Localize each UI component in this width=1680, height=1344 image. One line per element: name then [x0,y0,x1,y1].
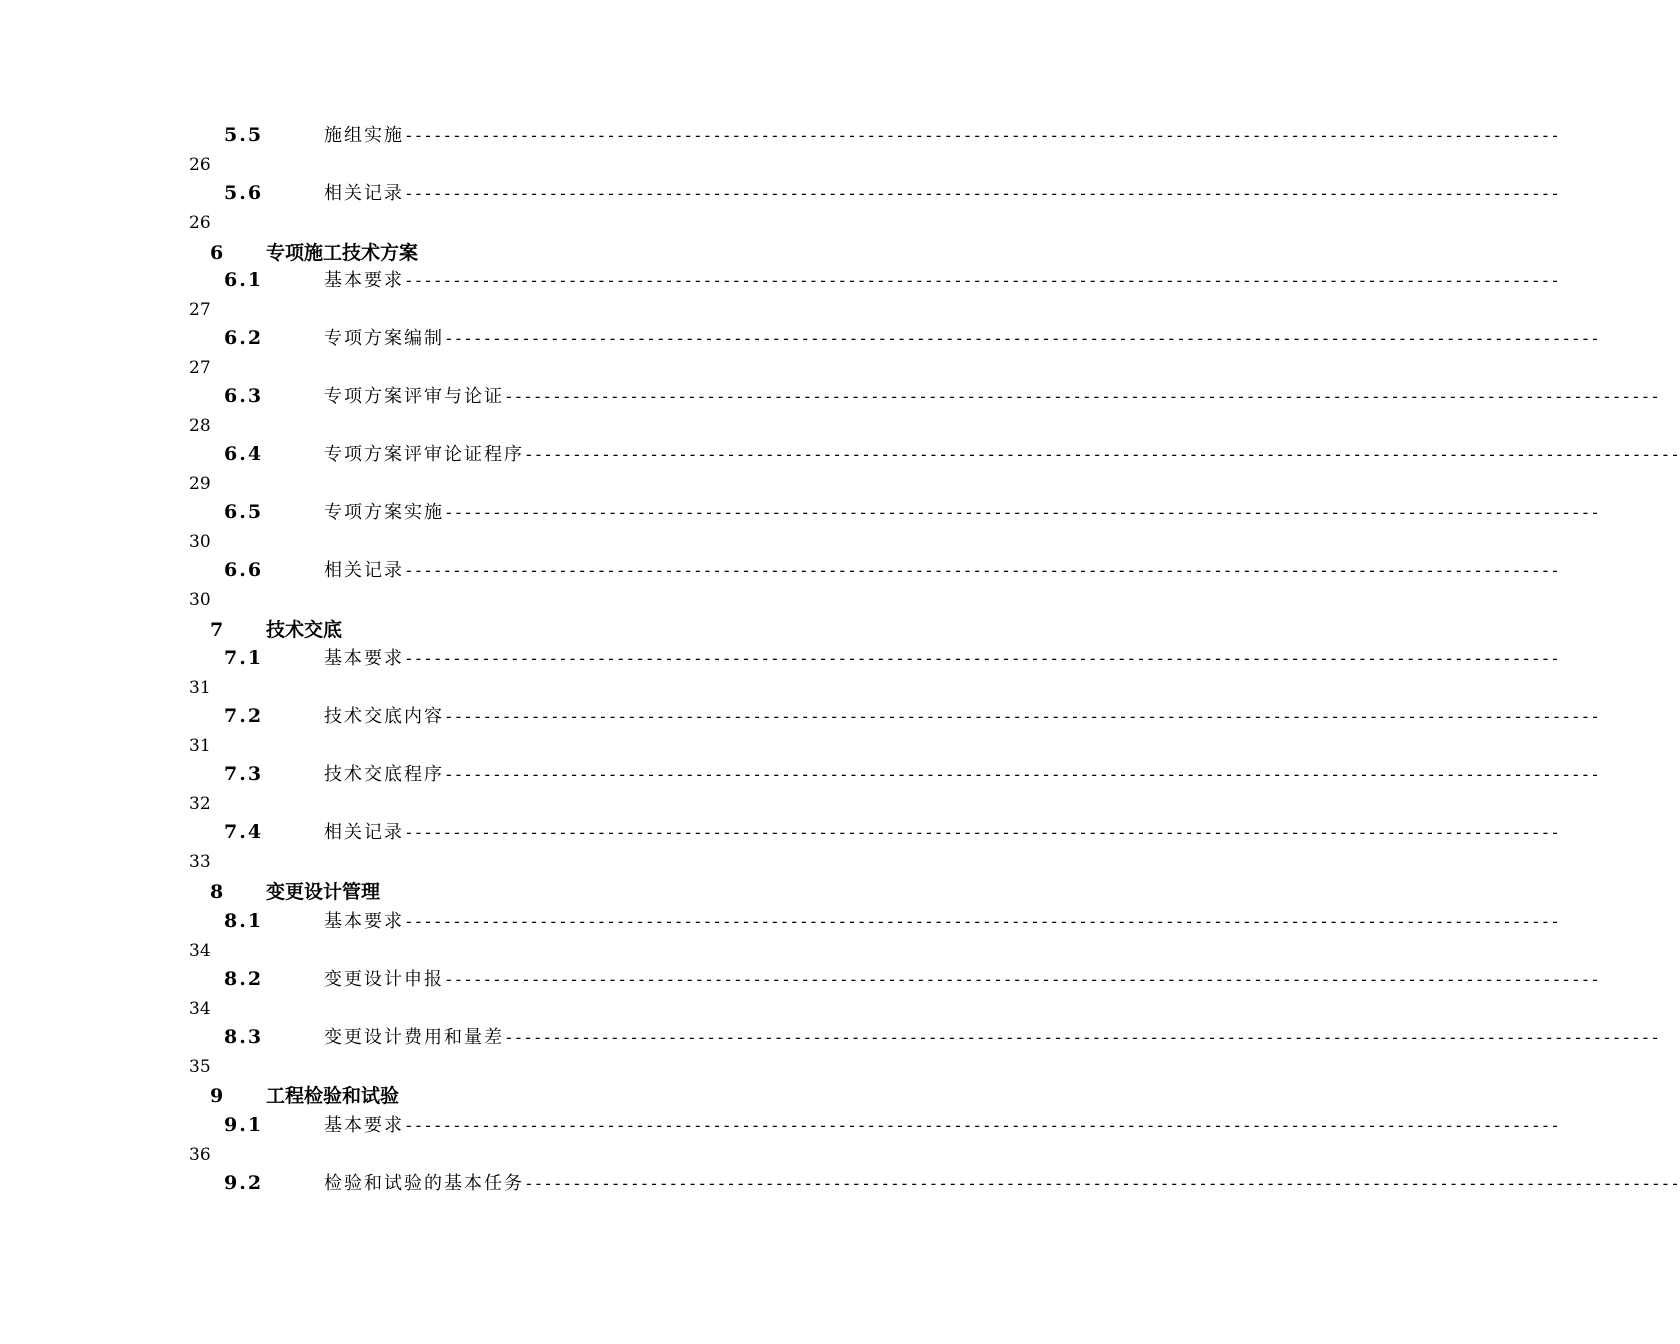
toc-page-number: 27 [189,358,211,378]
toc-entry[interactable] [224,121,1560,149]
toc-entry[interactable] [224,818,1560,846]
toc-entry[interactable] [224,644,1560,672]
toc-page-number: 28 [189,416,211,436]
toc-leader: ------------------------------------------------------------------------------------------------------------------------ [524,1174,1680,1193]
toc-entry-number: 6.3 [224,385,264,407]
toc-leader: ------------------------------------------------------------------------------------------------------------------------ [504,1028,1660,1047]
toc-entry-number: 6.5 [224,501,264,523]
toc-page-number: 26 [189,213,211,233]
toc-leader: ------------------------------------------------------------------------------------------------------------------------ [404,561,1560,580]
toc-entry-number: 7.2 [224,705,264,727]
toc-entry-number: 6.2 [224,327,264,349]
toc-entry[interactable] [224,907,1560,935]
toc-page-number: 30 [189,532,211,552]
toc-entry[interactable] [224,382,1660,410]
toc-entry-title: 施组实施 [324,125,404,146]
toc-entry-number: 5.6 [224,182,264,204]
toc-entry[interactable] [224,266,1560,294]
toc-entry-number: 7.4 [224,821,264,843]
toc-entry-number: 6.1 [224,269,264,291]
toc-page-number: 34 [189,999,211,1019]
toc-chapter-number: 6 [210,242,224,264]
toc-entry-number: 8.3 [224,1026,264,1048]
toc-entry[interactable] [224,324,1600,352]
toc-leader: ------------------------------------------------------------------------------------------------------------------------ [404,912,1560,931]
toc-entry[interactable] [224,440,1680,468]
toc-entry[interactable] [224,702,1600,730]
toc-chapter-number: 7 [210,619,224,641]
toc-entry[interactable] [224,1169,1680,1197]
toc-leader: ------------------------------------------------------------------------------------------------------------------------ [404,126,1560,145]
toc-leader: ------------------------------------------------------------------------------------------------------------------------ [404,271,1560,290]
toc-entry-title: 基本要求 [324,648,404,669]
toc-chapter-heading[interactable] [210,239,418,267]
toc-entry-title: 基本要求 [324,1115,404,1136]
toc-entry-title: 技术交底程序 [324,764,444,785]
toc-entry-title: 专项方案评审与论证 [324,386,504,407]
toc-leader: ------------------------------------------------------------------------------------------------------------------------ [404,823,1560,842]
toc-chapter-heading[interactable] [210,878,380,906]
toc-entry-title: 技术交底内容 [324,706,444,727]
toc-chapter-title: 专项施工技术方案 [266,242,419,264]
toc-page-number: 32 [189,794,211,814]
toc-entry-number: 5.5 [224,124,264,146]
toc-entry-title: 专项方案实施 [324,502,444,523]
toc-page-number: 33 [189,852,211,872]
toc-entry[interactable] [224,179,1560,207]
toc-entry-number: 8.2 [224,968,264,990]
toc-page-number: 31 [189,678,211,698]
toc-entry-title: 基本要求 [324,911,404,932]
toc-leader: ------------------------------------------------------------------------------------------------------------------------ [404,649,1560,668]
toc-entry-number: 6.6 [224,559,264,581]
toc-entry-title: 相关记录 [324,183,404,204]
toc-page-number: 34 [189,941,211,961]
toc-entry-number: 9.1 [224,1114,264,1136]
toc-entry-number: 9.2 [224,1172,264,1194]
toc-entry-number: 7.1 [224,647,264,669]
toc-entry-title: 相关记录 [324,560,404,581]
toc-entry[interactable] [224,1111,1560,1139]
toc-leader: ------------------------------------------------------------------------------------------------------------------------ [444,707,1600,726]
toc-entry-title: 变更设计申报 [324,969,444,990]
toc-chapter-heading[interactable] [210,616,342,644]
toc-leader: ------------------------------------------------------------------------------------------------------------------------ [444,503,1600,522]
toc-leader: ------------------------------------------------------------------------------------------------------------------------ [444,765,1600,784]
toc-page-number: 27 [189,300,211,320]
toc-entry-title: 变更设计费用和量差 [324,1027,504,1048]
toc-entry-title: 专项方案编制 [324,328,444,349]
toc-entry-number: 8.1 [224,910,264,932]
toc-chapter-title: 技术交底 [266,619,343,641]
toc-chapter-heading[interactable] [210,1082,399,1110]
toc-leader: ------------------------------------------------------------------------------------------------------------------------ [444,970,1600,989]
toc-chapter-number: 9 [210,1085,224,1107]
toc-leader: ------------------------------------------------------------------------------------------------------------------------ [504,387,1660,406]
toc-leader: ------------------------------------------------------------------------------------------------------------------------ [444,329,1600,348]
toc-page-number: 31 [189,736,211,756]
toc-page-number: 30 [189,590,211,610]
toc-chapter-title: 变更设计管理 [266,881,381,903]
toc-entry-title: 检验和试验的基本任务 [324,1173,524,1194]
toc-entry-title: 专项方案评审论证程序 [324,444,524,465]
toc-page-number: 36 [189,1145,211,1165]
toc-entry[interactable] [224,760,1600,788]
toc-entry[interactable] [224,1023,1660,1051]
toc-entry-number: 6.4 [224,443,264,465]
toc-leader: ------------------------------------------------------------------------------------------------------------------------ [524,445,1680,464]
toc-page-number: 29 [189,474,211,494]
toc-entry-number: 7.3 [224,763,264,785]
toc-entry-title: 基本要求 [324,270,404,291]
toc-page-number: 26 [189,155,211,175]
toc-leader: ------------------------------------------------------------------------------------------------------------------------ [404,184,1560,203]
toc-chapter-title: 工程检验和试验 [266,1085,400,1107]
toc-entry[interactable] [224,556,1560,584]
toc-chapter-number: 8 [210,881,224,903]
toc-entry[interactable] [224,498,1600,526]
toc-leader: ------------------------------------------------------------------------------------------------------------------------ [404,1116,1560,1135]
toc-entry-title: 相关记录 [324,822,404,843]
toc-page-number: 35 [189,1057,211,1077]
toc-entry[interactable] [224,965,1600,993]
